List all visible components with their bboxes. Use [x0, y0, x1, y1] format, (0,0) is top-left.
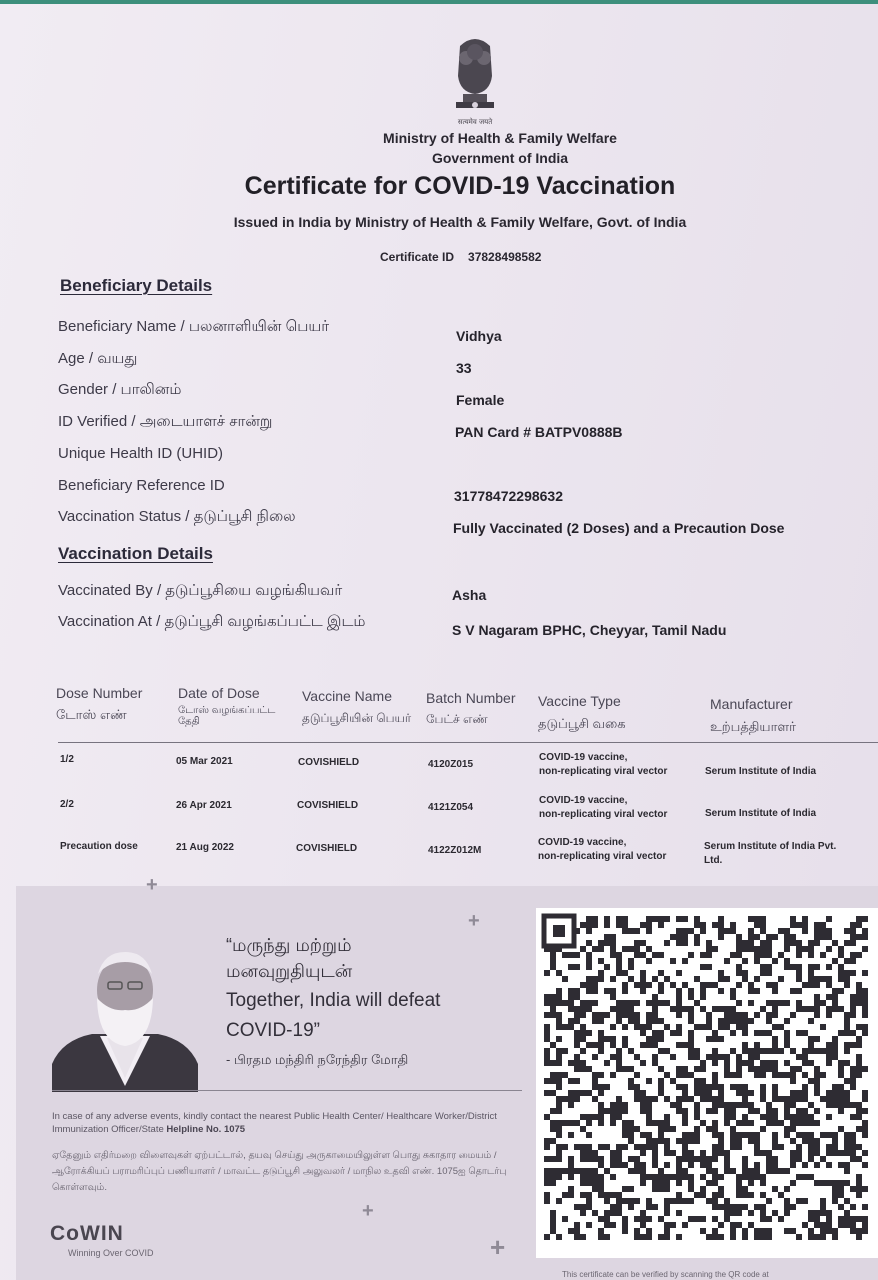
age-label: Age / வயது [58, 350, 138, 367]
row2-manufacturer-line1: Serum Institute of India [705, 808, 817, 819]
row2-type-line1: COVID-19 vaccine, [539, 795, 628, 806]
ministry-name: Ministry of Health & Family Welfare [383, 130, 617, 146]
col-header-type-ta: தடுப்பூசி வகை [538, 716, 626, 731]
col-header-dose-ta: டோஸ் எண் [56, 707, 127, 722]
col-header-type-en: Vaccine Type [538, 693, 621, 709]
verify-note: This certificate can be verified by scanning the QR code at [562, 1270, 769, 1279]
vaccinated-at-value: S V Nagaram BPHC, Cheyyar, Tamil Nadu [452, 622, 727, 638]
row3-type [538, 836, 666, 864]
plus-decoration-icon: + [468, 910, 480, 932]
qr-code [536, 908, 878, 1258]
row2-date: 26 Apr 2021 [176, 800, 232, 811]
prime-minister-portrait [52, 946, 198, 1092]
qr-code-pattern [536, 908, 878, 1258]
vaccination-status-label: Vaccination Status / தடுப்பூசி நிலை [58, 508, 296, 525]
row1-manufacturer-line1: Serum Institute of India [705, 766, 817, 777]
beneficiary-reference-value: 31778472298632 [454, 488, 564, 504]
vaccination-details-heading: Vaccination Details [58, 544, 213, 563]
helpline-number: Helpline No. 1075 [166, 1124, 246, 1135]
footer-divider [52, 1090, 522, 1091]
vaccination-status-value: Fully Vaccinated (2 Doses) and a Precaution Dose [453, 520, 785, 536]
quote-english-line2: COVID-19” [226, 1020, 320, 1041]
plus-decoration-icon: + [362, 1200, 374, 1222]
row1-type-line1: COVID-19 vaccine, [539, 752, 628, 763]
cowin-logo: CoWIN [50, 1222, 124, 1245]
col-header-batch [426, 689, 515, 728]
row3-manufacturer-line1: Serum Institute of India Pvt. [704, 841, 837, 852]
row2-vaccine: COVISHIELD [297, 800, 359, 811]
quote-tamil-line1: “மருந்து மற்றும் [226, 935, 352, 955]
helpline-note [52, 1110, 522, 1136]
row1-type-line2: non-replicating viral vector [539, 766, 668, 777]
row3-date: 21 Aug 2022 [176, 842, 234, 853]
row3-type-line2: non-replicating viral vector [538, 851, 667, 862]
row1-date: 05 Mar 2021 [176, 756, 233, 767]
gender-label: Gender / பாலினம் [58, 381, 182, 398]
col-header-dose-en: Dose Number [56, 685, 143, 701]
col-header-manufacturer [710, 695, 796, 736]
beneficiary-details-heading: Beneficiary Details [60, 276, 213, 295]
row1-dose: 1/2 [60, 754, 74, 765]
beneficiary-name-value: Vidhya [456, 328, 502, 344]
id-verified-label: ID Verified / அடையாளச் சான்று [58, 413, 273, 430]
row3-manufacturer-line2: Ltd. [704, 855, 723, 866]
col-header-vaccine-ta: தடுப்பூசியின் பெயர் [302, 711, 412, 725]
col-header-batch-ta: பேட்ச் எண் [426, 712, 488, 726]
row2-type [539, 794, 667, 822]
plus-decoration-icon: + [490, 1232, 506, 1262]
certificate-page [0, 4, 878, 1280]
row3-type-line1: COVID-19 vaccine, [538, 837, 627, 848]
plus-decoration-icon: + [146, 874, 158, 896]
id-verified-value: PAN Card # BATPV0888B [455, 424, 623, 440]
certificate-id-row [380, 250, 541, 264]
col-header-date-en: Date of Dose [178, 685, 260, 701]
pm-quote [226, 932, 440, 1044]
row3-dose: Precaution dose [60, 841, 138, 852]
quote-tamil-line2: மனவுறுதியுடன் [226, 961, 353, 981]
row1-batch: 4120Z015 [428, 759, 474, 770]
row2-type-line2: non-replicating viral vector [539, 809, 668, 820]
row2-batch: 4121Z054 [428, 802, 474, 813]
gender-value: Female [456, 392, 505, 408]
row3-manufacturer [704, 840, 836, 868]
issued-by: Issued in India by Ministry of Health & Family Welfare, Govt. of India [233, 214, 687, 230]
vaccinated-by-label: Vaccinated By / தடுப்பூசியை வழங்கியவர் [58, 582, 343, 599]
col-header-vaccine [302, 687, 411, 727]
row2-manufacturer [705, 807, 816, 821]
col-header-dose [56, 684, 142, 724]
svg-text:सत्यमेव जयते: सत्यमेव जयते [457, 118, 493, 126]
col-header-manufacturer-ta: உற்பத்தியாளர் [710, 719, 796, 734]
helpline-text: In case of any adverse events, kindly contact the nearest Public Health Center/ Healthcare Worker/District Immunization Officer/State [52, 1111, 497, 1135]
row3-batch: 4122Z012M [428, 845, 482, 856]
certificate-id-label: Certificate ID [380, 250, 455, 264]
vaccinated-by-value: Asha [452, 587, 487, 603]
row3-vaccine: COVISHIELD [296, 843, 358, 854]
col-header-date [178, 684, 296, 727]
beneficiary-reference-label: Beneficiary Reference ID [58, 477, 225, 494]
row1-manufacturer [705, 765, 816, 779]
certificate-id-value: 37828498582 [468, 250, 542, 264]
government-name: Government of India [431, 150, 569, 166]
col-header-type [538, 692, 626, 733]
row1-vaccine: COVISHIELD [298, 757, 360, 768]
ministry-heading [300, 128, 700, 168]
row1-type [539, 751, 667, 779]
age-value: 33 [456, 360, 472, 376]
quote-attribution: - பிரதம மந்திரி நரேந்திர மோதி [226, 1052, 409, 1067]
col-header-date-ta: டோஸ் வழங்கப்பட்ட தேதி [178, 705, 276, 727]
row2-dose: 2/2 [60, 799, 74, 810]
uhid-label: Unique Health ID (UHID) [58, 445, 224, 462]
certificate-title: Certificate for COVID-19 Vaccination [244, 172, 676, 200]
cowin-tagline: Winning Over COVID [68, 1248, 154, 1258]
national-emblem-icon [446, 36, 504, 128]
quote-english-line1: Together, India will defeat [226, 990, 441, 1011]
table-divider [58, 742, 878, 743]
helpline-note-tamil: ஏதேனும் எதிர்மறை விளைவுகள் ஏற்பட்டால், தயவு செய்து அருகாமையிலுள்ள பொது சுகாதார மையம் / ஆரோக்கியப் பராமரிப்புப் பணியாளர் / மாவட்ட தடுப்பூசி அலுவலர் / மாநில உதவி எண். 1075ஐ தொடர்பு கொள்ளவும். [52, 1150, 507, 1193]
col-header-batch-en: Batch Number [426, 690, 516, 706]
beneficiary-name-label: Beneficiary Name / பலனாளியின் பெயர் [58, 318, 330, 335]
vaccinated-at-label: Vaccination At / தடுப்பூசி வழங்கப்பட்ட இடம் [58, 613, 366, 630]
col-header-vaccine-en: Vaccine Name [302, 688, 393, 704]
col-header-manufacturer-en: Manufacturer [710, 696, 793, 712]
